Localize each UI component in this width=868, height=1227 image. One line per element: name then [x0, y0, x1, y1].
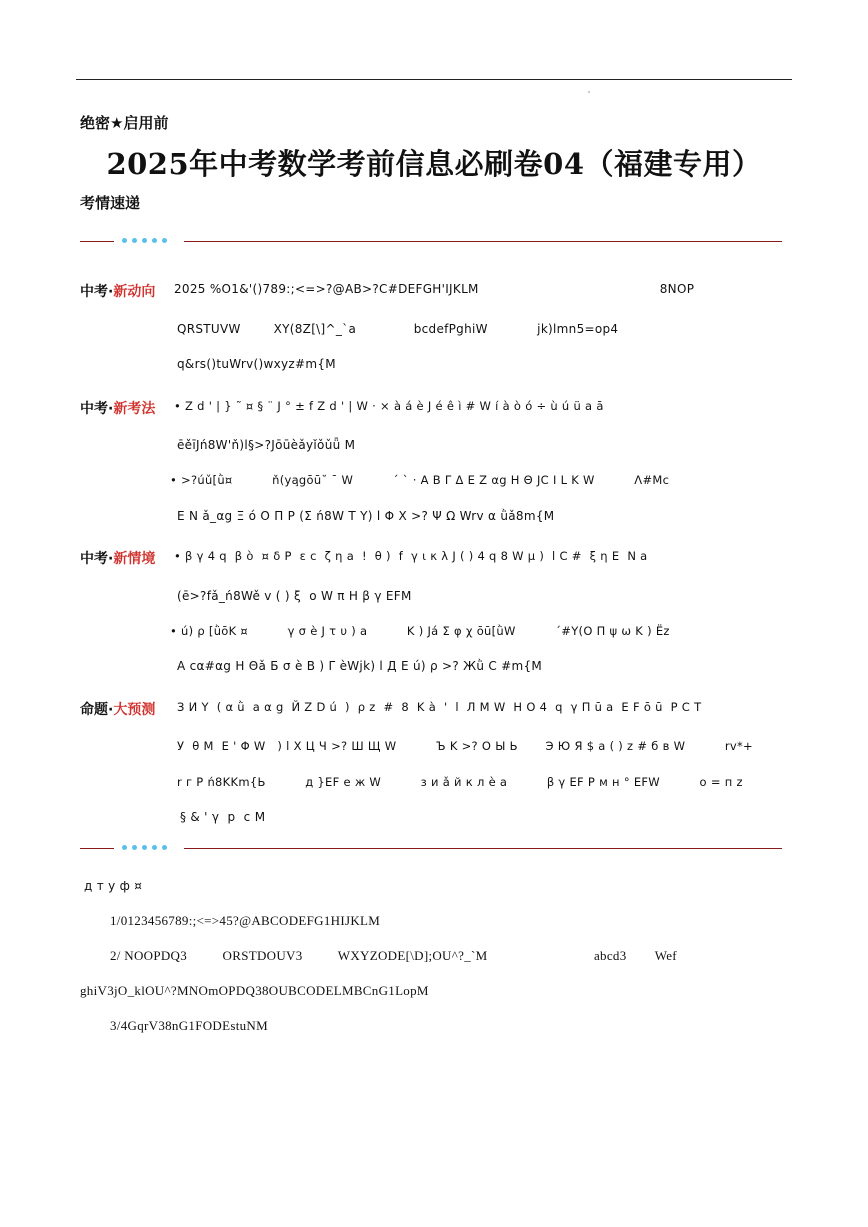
predict-line-2: У θ M Ε ' Φ W ) l X Ц Ч >? Ш Щ W Ъ K >? О Ы Ь Э Ю Я $ a ( ) z # б в W rv*+: [177, 739, 753, 753]
dots-ornament: [122, 845, 167, 850]
answer-line-1: 1/0123456789:;<=>45?@ABCODEFG1HIJKLM: [110, 913, 381, 928]
predict-line-1: З И Y ( α ǜ a α g Й Z D ú ) ρ z # 8 K à ' l Л M W H O 4 q γ Π ū a E F ō ū P C T: [177, 700, 702, 714]
top-rule: [76, 79, 792, 80]
speck: [588, 91, 590, 93]
context-line-4: A cα#αg H Θǎ Б σ è B ) Γ èWjk) l Д E ú) ρ >? Жǜ C #m{M: [177, 659, 543, 673]
section-label-new-context: 中考·新情境: [80, 551, 156, 567]
answer-line-4: 3/4GqrV38nG1FODEstuNM: [110, 1018, 268, 1033]
method-line-4: E N ǎ_αg Ξ ó O Π P (Σ ń8W T Υ) l Φ X >? Ψ Ω Wrv α ǜǎ8m{M: [177, 509, 555, 523]
predict-line-3: r г P ń8KKm{Ь д }EF e ж W з и ǎ й к л è a β γ EF P м н ° EFW о = п z: [177, 775, 743, 789]
trend-line-2: QRSTUVW XY(8Z[\]^_`a bcdefPghiW jk)lmn5=op4: [177, 322, 619, 336]
secret-label: 绝密★启用前: [80, 114, 169, 132]
section-label-new-trend: 中考·新动向: [80, 284, 156, 300]
section-label-new-method: 中考·新考法: [80, 401, 156, 417]
section-label-prediction: 命题·大预测: [80, 702, 156, 718]
method-line-2: ēěīJń8W'ň)l§>?Jōūèǎyǐǒǔǖ M: [177, 438, 356, 452]
context-line-2: (ē>?fǎ_ń8Wě v ( ) ξ o W π H β γ EFM: [177, 589, 412, 603]
subtitle: 考情速递: [80, 194, 141, 212]
answer-heading: д т у ф ¤: [84, 879, 143, 893]
section-divider-top: [80, 237, 782, 247]
trend-line-1: 2025 %O1&'()789:;<=>?@AB>?C#DEFGH'IJKLM 8NOP: [174, 282, 695, 296]
context-line-3: • ú) ρ [ǜōK ¤ γ σ è J τ υ ) a K ) Já Σ φ χ ōū[ǜW ´#Y(O Π ψ ω K ) Ëz: [170, 624, 670, 638]
section-divider-bottom: [80, 844, 782, 854]
answer-line-3: ghiV3jO_klOU^?MNOmOPDQ38OUBCODELMBCnG1LopM: [80, 983, 429, 998]
page-title: 2025年中考数学考前信息必刷卷04（福建专用）: [106, 147, 762, 181]
dots-ornament: [122, 238, 167, 243]
context-line-1: • β γ 4 q β ò ¤ δ P ε c ζ η a ! θ ) f γ ι κ λ J ( ) 4 q 8 W μ ) l C # ξ η E N a: [174, 549, 648, 563]
predict-line-4: § & ' γ р с M: [180, 810, 266, 824]
method-line-1: • Z d ' | } ˜ ¤ § ¨ J ° ± f Z d ' | W · × à á è J é ê ì # W í à ò ó ÷ ù ú ü a ā: [174, 399, 604, 413]
trend-line-3: q&rs()tuWrv()wxyz#m{M: [177, 357, 336, 371]
method-line-3: • >?úǔ[ǜ¤ ň(ya̧gōū˘ ¯ W ´ ` · A B Γ Δ E Z αg H Θ JC I L K W Λ#Mc: [170, 473, 670, 487]
answer-line-2: 2/ NOOPDQ3 ORSTDOUV3 WXYZODE[\D];OU^?_`M abcd3 Wef: [110, 948, 677, 963]
